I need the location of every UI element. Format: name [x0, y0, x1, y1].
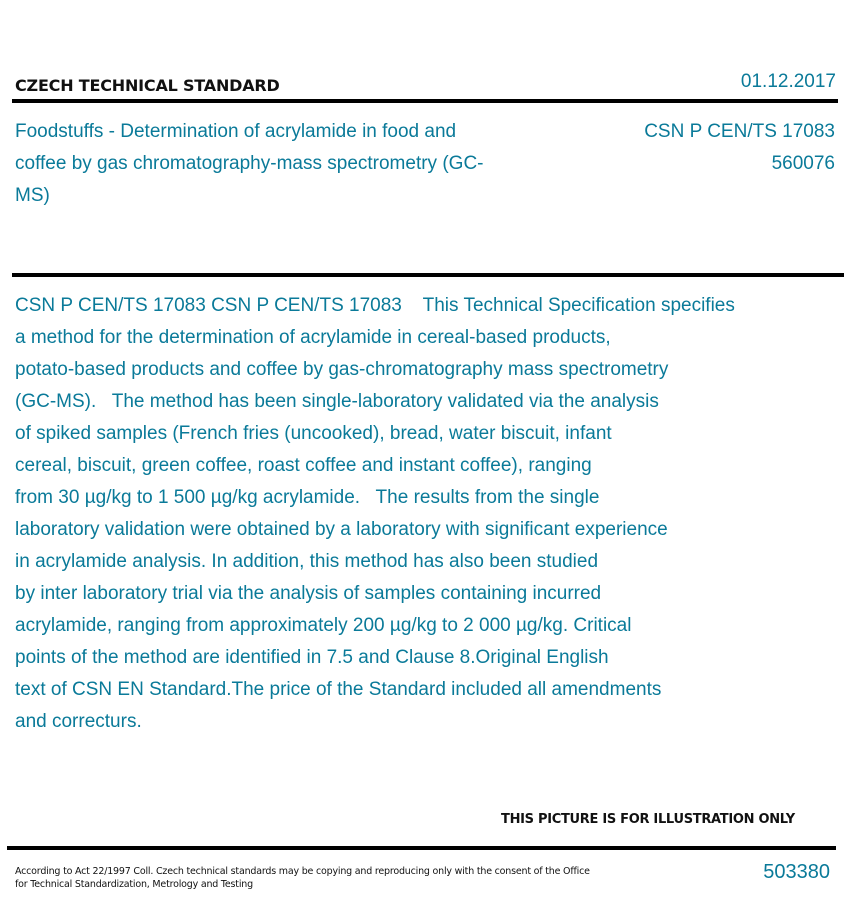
- description-line: from 30 µg/kg to 1 500 µg/kg acrylamide. The results from the single: [15, 487, 600, 508]
- description-line: cereal, biscuit, green coffee, roast coffee and instant coffee), ranging: [15, 455, 592, 476]
- standard-code: CSN P CEN/TS 17083: [644, 121, 835, 142]
- footer-divider: [7, 846, 836, 850]
- class-number: 560076: [771, 153, 835, 174]
- header-divider: [12, 99, 838, 103]
- document-title: Foodstuffs - Determination of acrylamide in food and coffee by gas chromatography-mass spectrometry (GC-MS): [15, 121, 484, 206]
- illustration-note: THIS PICTURE IS FOR ILLUSTRATION ONLY: [501, 812, 795, 827]
- publication-date: 01.12.2017: [740, 71, 836, 92]
- description-line: acrylamide, ranging from approximately 200 µg/kg to 2 000 µg/kg. Critical: [15, 615, 632, 636]
- title-divider: [12, 273, 844, 277]
- description-line: CSN P CEN/TS 17083 CSN P CEN/TS 17083 This Technical Specification specifies: [15, 295, 735, 316]
- standard-type-label: CZECH TECHNICAL STANDARD: [15, 76, 280, 95]
- description-line: of spiked samples (French fries (uncooked), bread, water biscuit, infant: [15, 423, 612, 444]
- catalog-number: 503380: [763, 861, 830, 883]
- description-line: a method for the determination of acrylamide in cereal-based products,: [15, 327, 611, 348]
- description-line: and correcturs.: [15, 711, 142, 732]
- description: [15, 290, 855, 738]
- description-line: potato-based products and coffee by gas-chromatography mass spectrometry: [15, 359, 669, 380]
- legal-line: for Technical Standardization, Metrology and Testing: [15, 879, 253, 890]
- description-line: (GC-MS). The method has been single-laboratory validated via the analysis: [15, 391, 659, 412]
- legal-line: According to Act 22/1997 Coll. Czech technical standards may be copying and reproducing only with the consent of the Office: [15, 866, 590, 877]
- description-line: laboratory validation were obtained by a laboratory with significant experience: [15, 519, 668, 540]
- legal-notice: [15, 865, 595, 891]
- description-line: points of the method are identified in 7.5 and Clause 8.Original English: [15, 647, 609, 668]
- description-line: in acrylamide analysis. In addition, this method has also been studied: [15, 551, 599, 572]
- description-line: by inter laboratory trial via the analysis of samples containing incurred: [15, 583, 602, 604]
- document-code-block: [644, 116, 835, 180]
- description-line: text of CSN EN Standard.The price of the Standard included all amendments: [15, 679, 662, 700]
